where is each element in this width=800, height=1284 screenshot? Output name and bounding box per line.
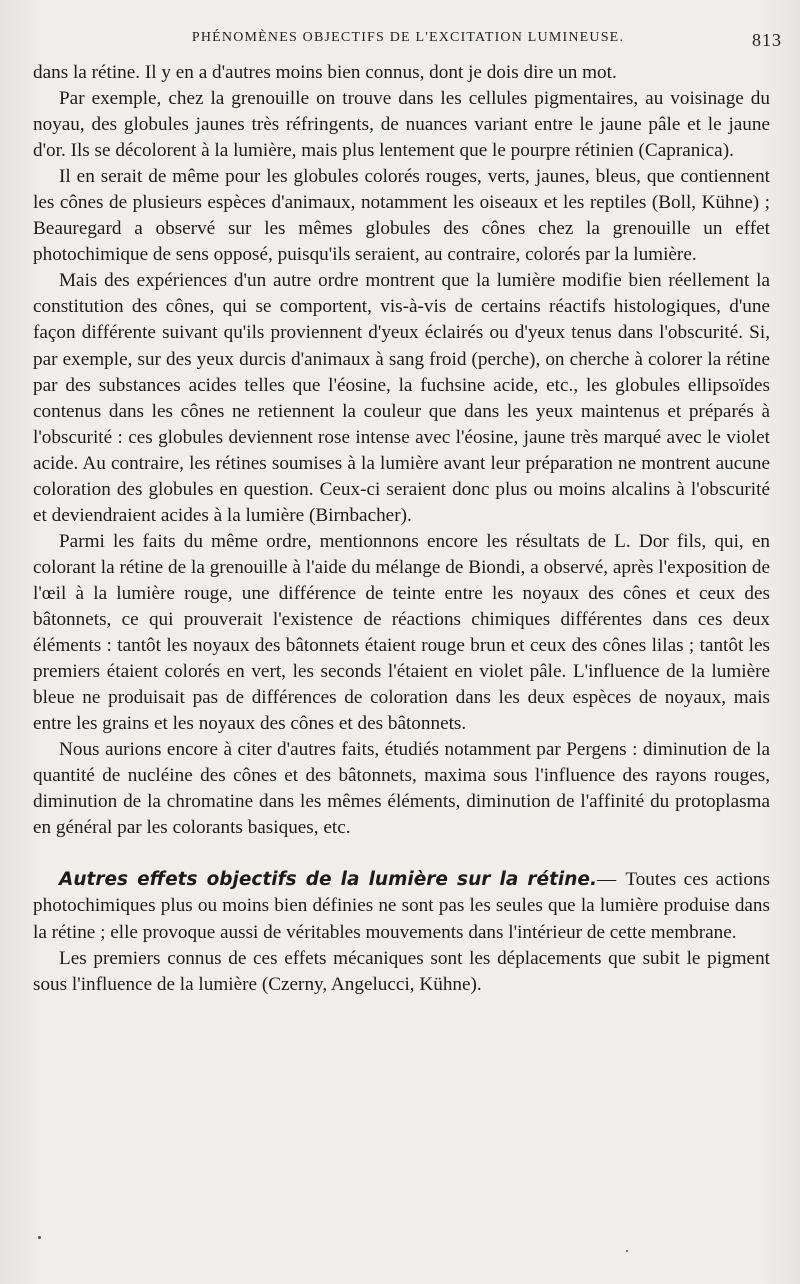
page-number: 813 [752, 30, 782, 50]
paragraph: Il en serait de même pour les globules colorés rouges, verts, jaunes, bleus, que contiennent les cônes de plusieurs espèces d'animaux, notamment les oiseaux et les reptiles (Boll, Kühne) ; Beauregard a observé sur les mêmes globules des cônes chez la grenouille un effet photochimique de sens opposé, puisqu'ils seraient, au contraire, colorés par la lumière. [33, 166, 770, 266]
paragraph: Nous aurions encore à citer d'autres faits, étudiés notamment par Pergens : diminution de la quantité de nucléine des cônes et des bâtonnets, maxima sous l'influence des rayons rouges, diminution de la chromatine dans les mêmes éléments, diminution de l'affinité du protoplasma en général par les colorants basiques, etc. [33, 739, 770, 839]
paragraph-continuation: dans la rétine. Il y en a d'autres moins bien connus, dont je dois dire un mot. [33, 62, 617, 83]
paragraph-final: Les premiers connus de ces effets mécaniques sont les déplacements que subit le pigment sous l'influence de la lumière (Czerny, Angelucci, Kühne). [33, 947, 770, 995]
section-paragraph [33, 867, 770, 945]
print-speck [626, 1250, 628, 1252]
running-head: PHÉNOMÈNES OBJECTIFS DE L'EXCITATION LUMINEUSE. [191, 30, 625, 45]
section-dash: — [597, 869, 617, 891]
section-title: Autres effets objectifs de la lumière sur la rétine. [59, 869, 598, 891]
section-lead-text: Toutes ces actions photochimiques plus ou moins bien définies ne sont pas les seules que la lumière produise dans la rétine ; elle provoque aussi de véritables mouvements dans l'intérieur de cette membrane. [33, 869, 770, 943]
body-text [33, 60, 770, 998]
paragraph: Par exemple, chez la grenouille on trouve dans les cellules pigmentaires, au voisinage du noyau, des globules jaunes très réfringents, de nuances variant entre le jaune pâle et le jaune d'or. Ils se décolorent à la lumière, mais plus lentement que le pourpre rétinien (Capranica). [33, 88, 770, 162]
paragraph: Mais des expériences d'un autre ordre montrent que la lumière modifie bien réellement la constitution des cônes, qui se comportent, vis-à-vis de certains réactifs histologiques, d'une façon différente suivant qu'ils proviennent d'yeux éclairés ou d'yeux tenus dans l'obscurité. Si, par exemple, sur des yeux durcis d'animaux à sang froid (perche), on cherche à colorer la rétine par des substances acides telles que l'éosine, la fuchsine acide, etc., les globules ellipsoïdes contenus dans les cônes ne retiennent la couleur que dans les yeux maintenus et préparés à l'obscurité : ces globules deviennent rose intense avec l'éosine, jaune très marqué avec le violet acide. Au contraire, les rétines soumises à la lumière avant leur préparation ne montrent aucune coloration des globules en question. Ceux-ci seraient donc plus ou moins alcalins à l'obscurité et deviendraient acides à la lumière (Birnbacher). [33, 270, 770, 526]
print-speck [38, 1236, 41, 1239]
page-header [33, 0, 782, 60]
paragraph: Parmi les faits du même ordre, mentionnons encore les résultats de L. Dor fils, qui, en colorant la rétine de la grenouille à l'aide du mélange de Biondi, a observé, après l'exposition de l'œil à la lumière rouge, une différence de teinte entre les noyaux des cônes et ceux des bâtonnets, ce qui prouverait l'existence de réactions chimiques différentes dans ces deux éléments : tantôt les noyaux des bâtonnets étaient rouge brun et ceux des cônes lilas ; tantôt les premiers étaient colorés en vert, les seconds l'étaient en violet pâle. L'influence de la lumière bleue ne produisait pas de différences de coloration dans les deux espèces de noyaux, mais entre les grains et les noyaux des cônes et des bâtonnets. [33, 530, 770, 735]
